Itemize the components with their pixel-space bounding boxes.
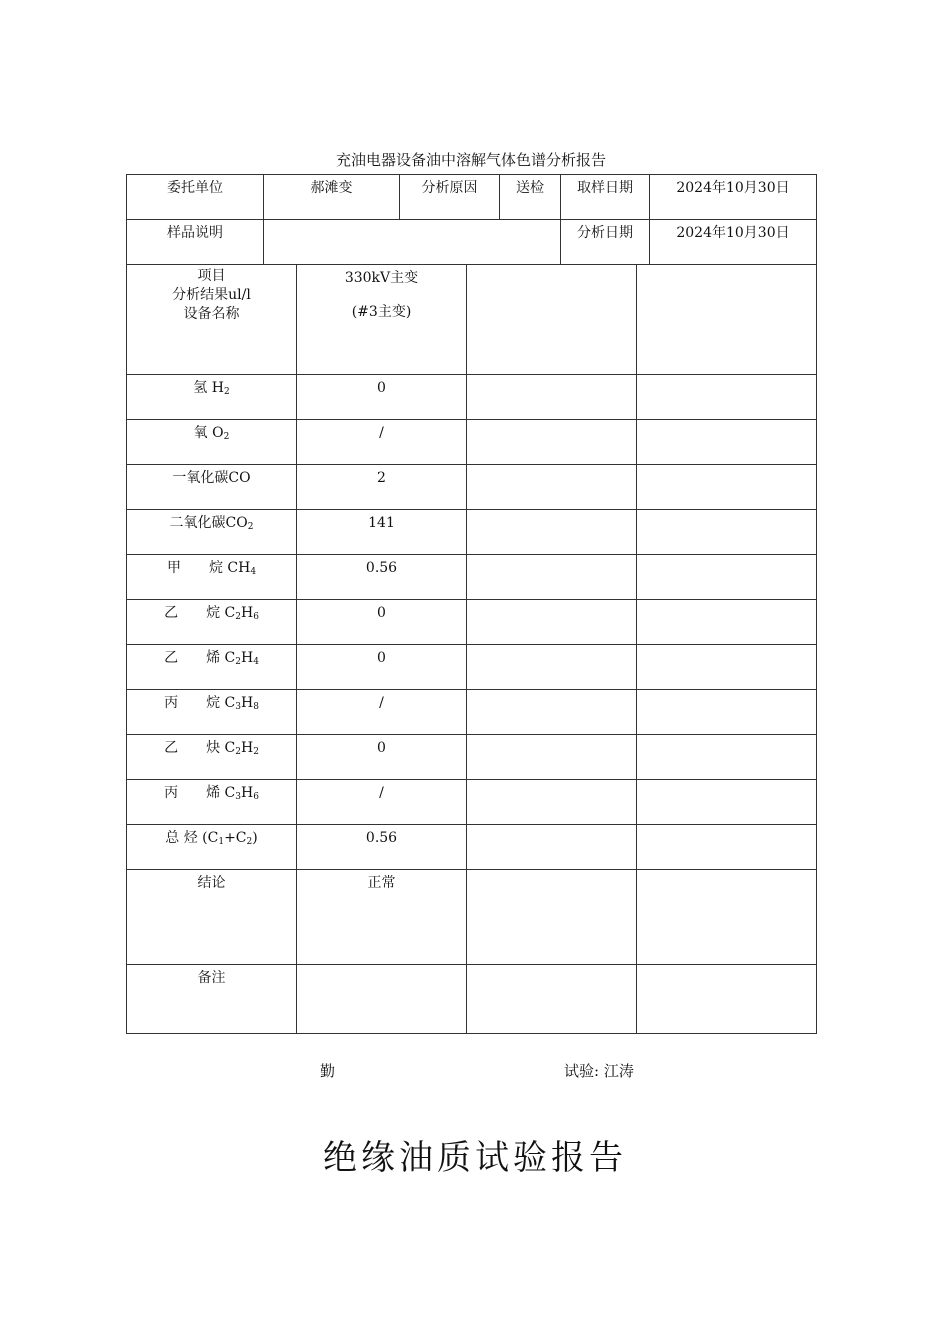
table-row xyxy=(127,690,817,735)
table-row xyxy=(127,375,817,420)
footer-left-text: 勤 xyxy=(320,1062,336,1080)
sample-desc-value xyxy=(264,220,561,265)
table-row xyxy=(127,600,817,645)
header-equipment-label: 设备名称 xyxy=(183,306,240,322)
tester-label: 试验: xyxy=(564,1062,600,1080)
sampling-date-value: 2024年10月30日 xyxy=(650,175,817,220)
empty-cell xyxy=(637,600,817,645)
gas-analysis-table xyxy=(126,264,817,1034)
gas-name: 一氧化碳CO xyxy=(127,465,297,510)
gas-name: 乙 烯 $C_2H_4$ xyxy=(127,645,297,690)
empty-cell xyxy=(637,825,817,870)
empty-cell xyxy=(637,965,817,1034)
empty-cell xyxy=(637,780,817,825)
empty-cell xyxy=(467,555,637,600)
report-header-table xyxy=(126,174,817,265)
empty-cell xyxy=(637,645,817,690)
empty-cell xyxy=(637,465,817,510)
gas-value: 0 xyxy=(297,600,467,645)
header-result-unit-label: 分析结果ul/l xyxy=(172,287,251,303)
empty-cell xyxy=(637,555,817,600)
sampling-date-label: 取样日期 xyxy=(561,175,650,220)
empty-cell xyxy=(637,870,817,965)
remark-value xyxy=(297,965,467,1034)
next-report-title: 绝缘油质试验报告 xyxy=(323,1138,627,1178)
empty-cell xyxy=(467,510,637,555)
empty-cell xyxy=(467,375,637,420)
empty-cell xyxy=(467,600,637,645)
header-item-label: 项目 xyxy=(197,268,226,284)
table-row xyxy=(127,735,817,780)
empty-cell xyxy=(467,690,637,735)
gas-value: 2 xyxy=(297,465,467,510)
reason-value: 送检 xyxy=(500,175,561,220)
tester-signature xyxy=(564,1060,634,1082)
equipment-name: 330kV主变 xyxy=(344,270,419,286)
sample-desc-label: 样品说明 xyxy=(127,220,264,265)
gas-value: / xyxy=(297,780,467,825)
gas-value: 0.56 xyxy=(297,555,467,600)
gas-name: 二氧化碳$CO_2$ xyxy=(127,510,297,555)
gas-name: 乙 烷 $C_2H_6$ xyxy=(127,600,297,645)
empty-cell xyxy=(637,735,817,780)
gas-value: 0.56 xyxy=(297,825,467,870)
empty-cell xyxy=(467,825,637,870)
table-row xyxy=(127,420,817,465)
report-title: 充油电器设备油中溶解气体色谱分析报告 xyxy=(335,151,606,169)
empty-cell xyxy=(637,690,817,735)
empty-cell xyxy=(467,645,637,690)
gas-value: / xyxy=(297,690,467,735)
gas-name: 总 烃 $(C_1+C_2)$ xyxy=(127,825,297,870)
table-row xyxy=(127,645,817,690)
conclusion-label: 结论 xyxy=(127,870,297,965)
gas-name: 丙 烯 $C_3H_6$ xyxy=(127,780,297,825)
table-row xyxy=(127,825,817,870)
header-diagonal-cell xyxy=(127,265,297,375)
conclusion-row xyxy=(127,870,817,965)
analysis-date-value: 2024年10月30日 xyxy=(650,220,817,265)
table-row xyxy=(127,465,817,510)
remark-label: 备注 xyxy=(127,965,297,1034)
table-row xyxy=(127,555,817,600)
gas-name: 甲 烷 $CH_4$ xyxy=(127,555,297,600)
empty-cell xyxy=(467,265,637,375)
client-value: 郝滩变 xyxy=(264,175,400,220)
gas-name: 乙 炔 $C_2H_2$ xyxy=(127,735,297,780)
gas-name: 丙 烷 $C_3H_8$ xyxy=(127,690,297,735)
empty-cell xyxy=(467,780,637,825)
gas-value: 0 xyxy=(297,735,467,780)
empty-cell xyxy=(467,965,637,1034)
client-label: 委托单位 xyxy=(127,175,264,220)
empty-cell xyxy=(467,735,637,780)
gas-value: 0 xyxy=(297,645,467,690)
tester-name: 江涛 xyxy=(603,1062,634,1080)
reason-label: 分析原因 xyxy=(400,175,500,220)
empty-cell xyxy=(637,375,817,420)
gas-value: 141 xyxy=(297,510,467,555)
analysis-date-label: 分析日期 xyxy=(561,220,650,265)
gas-value: / xyxy=(297,420,467,465)
empty-cell xyxy=(467,465,637,510)
conclusion-value: 正常 xyxy=(297,870,467,965)
empty-cell xyxy=(637,265,817,375)
empty-cell xyxy=(637,420,817,465)
equipment-name-cell xyxy=(297,265,467,375)
remark-row xyxy=(127,965,817,1034)
equipment-number: (#3主变) xyxy=(351,304,412,320)
table-header-row xyxy=(127,265,817,375)
table-row xyxy=(127,780,817,825)
empty-cell xyxy=(467,420,637,465)
gas-name: 氧 $O_2$ xyxy=(127,420,297,465)
empty-cell xyxy=(637,510,817,555)
gas-name: 氢 $H_2$ xyxy=(127,375,297,420)
gas-value: 0 xyxy=(297,375,467,420)
empty-cell xyxy=(467,870,637,965)
table-row xyxy=(127,510,817,555)
